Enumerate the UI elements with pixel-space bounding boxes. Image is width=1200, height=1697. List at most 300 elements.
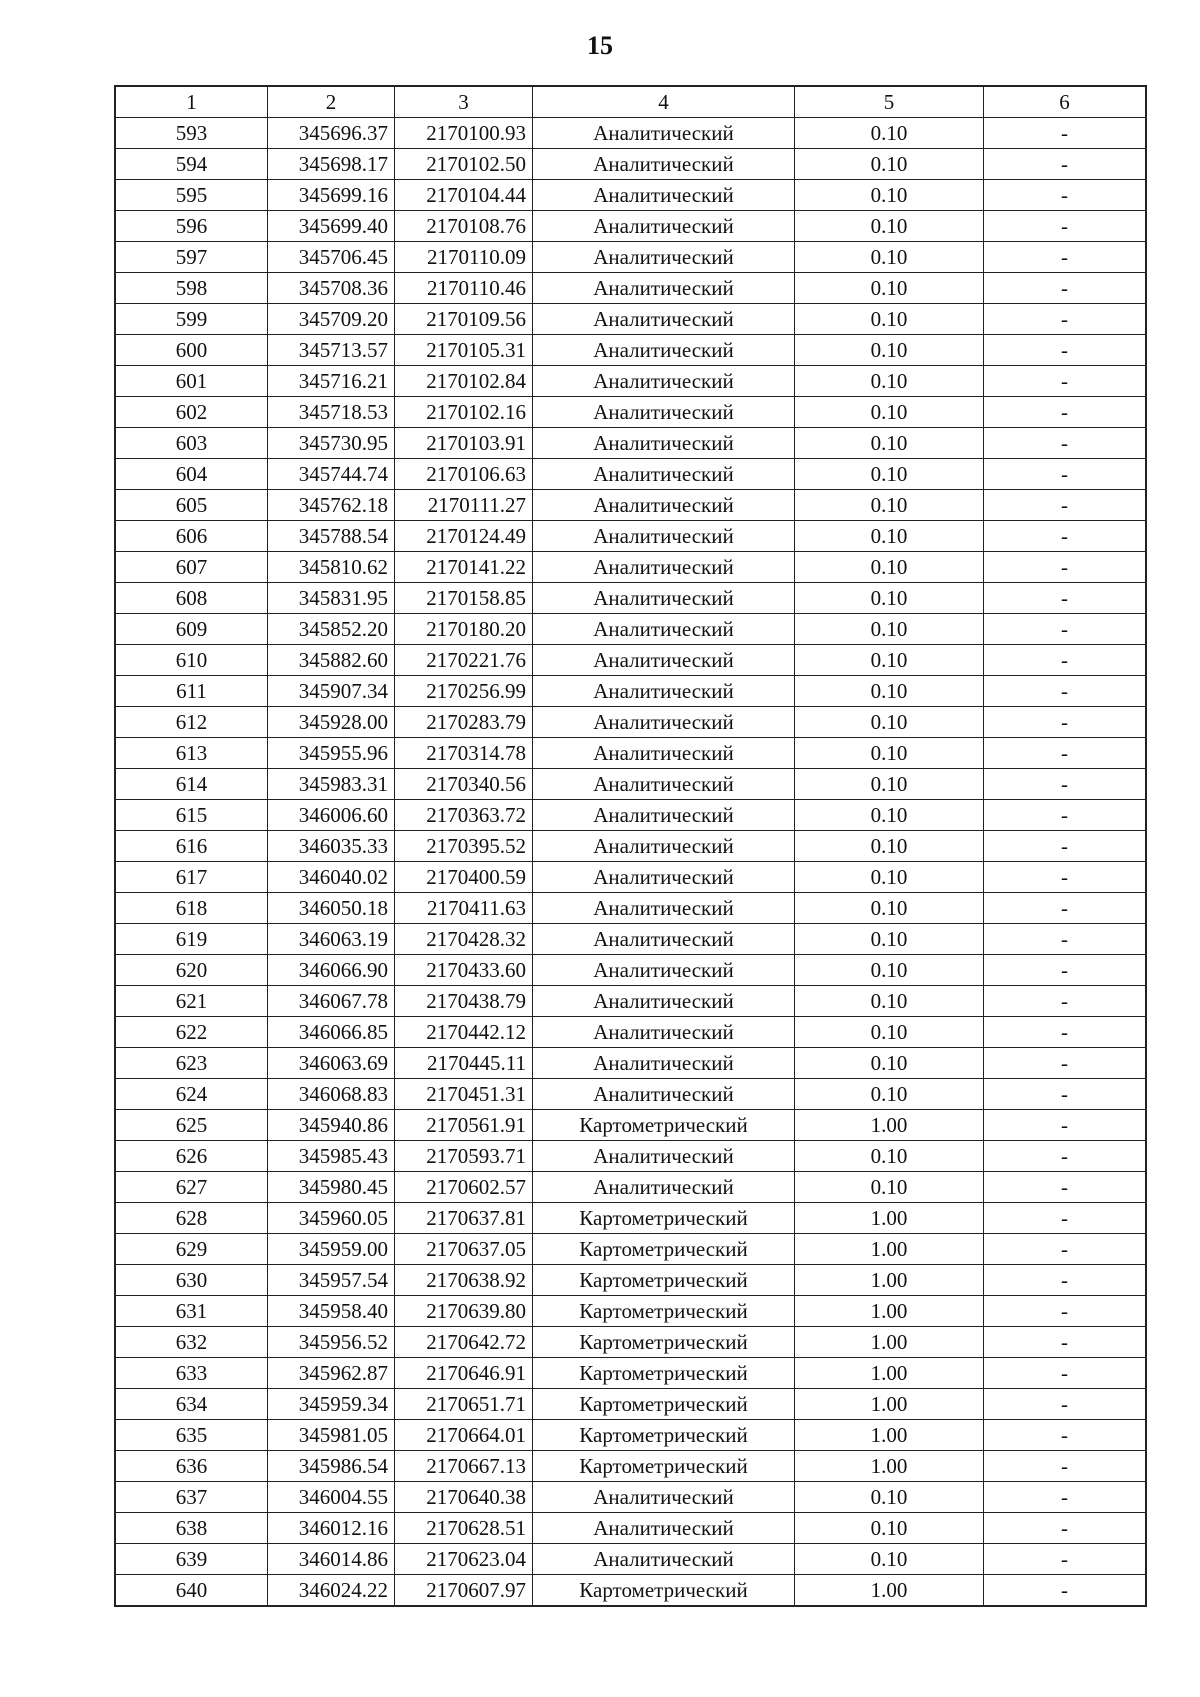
cell-x-coordinate: 345810.62 — [268, 552, 395, 583]
cell-accuracy: 0.10 — [795, 769, 984, 800]
cell-note: - — [984, 552, 1146, 583]
cell-point-number: 637 — [116, 1482, 268, 1513]
cell-note: - — [984, 676, 1146, 707]
cell-note: - — [984, 118, 1146, 149]
cell-method: Аналитический — [533, 1048, 795, 1079]
cell-accuracy: 1.00 — [795, 1327, 984, 1358]
cell-point-number: 636 — [116, 1451, 268, 1482]
cell-point-number: 630 — [116, 1265, 268, 1296]
table-row — [116, 986, 1146, 1017]
cell-point-number: 594 — [116, 149, 268, 180]
cell-point-number: 602 — [116, 397, 268, 428]
cell-accuracy: 0.10 — [795, 118, 984, 149]
cell-point-number: 603 — [116, 428, 268, 459]
cell-y-coordinate: 2170400.59 — [395, 862, 533, 893]
cell-y-coordinate: 2170561.91 — [395, 1110, 533, 1141]
table-row — [116, 676, 1146, 707]
cell-point-number: 599 — [116, 304, 268, 335]
column-header-2: 2 — [268, 87, 395, 118]
cell-point-number: 614 — [116, 769, 268, 800]
cell-point-number: 621 — [116, 986, 268, 1017]
cell-note: - — [984, 862, 1146, 893]
cell-accuracy: 1.00 — [795, 1575, 984, 1606]
cell-point-number: 633 — [116, 1358, 268, 1389]
table-row — [116, 242, 1146, 273]
cell-method: Аналитический — [533, 1172, 795, 1203]
cell-method: Аналитический — [533, 614, 795, 645]
cell-y-coordinate: 2170451.31 — [395, 1079, 533, 1110]
cell-y-coordinate: 2170105.31 — [395, 335, 533, 366]
table-row — [116, 366, 1146, 397]
cell-x-coordinate: 345762.18 — [268, 490, 395, 521]
cell-method: Картометрический — [533, 1296, 795, 1327]
cell-y-coordinate: 2170256.99 — [395, 676, 533, 707]
cell-method: Картометрический — [533, 1389, 795, 1420]
table-row — [116, 862, 1146, 893]
column-header-6: 6 — [984, 87, 1146, 118]
cell-method: Картометрический — [533, 1358, 795, 1389]
cell-note: - — [984, 1265, 1146, 1296]
cell-method: Аналитический — [533, 304, 795, 335]
cell-note: - — [984, 1203, 1146, 1234]
cell-accuracy: 0.10 — [795, 707, 984, 738]
cell-note: - — [984, 800, 1146, 831]
cell-method: Аналитический — [533, 862, 795, 893]
cell-y-coordinate: 2170646.91 — [395, 1358, 533, 1389]
cell-y-coordinate: 2170110.09 — [395, 242, 533, 273]
cell-point-number: 610 — [116, 645, 268, 676]
cell-y-coordinate: 2170593.71 — [395, 1141, 533, 1172]
cell-accuracy: 0.10 — [795, 490, 984, 521]
cell-method: Аналитический — [533, 180, 795, 211]
cell-method: Аналитический — [533, 1141, 795, 1172]
cell-accuracy: 0.10 — [795, 366, 984, 397]
cell-note: - — [984, 273, 1146, 304]
table-row — [116, 614, 1146, 645]
cell-x-coordinate: 345716.21 — [268, 366, 395, 397]
cell-point-number: 597 — [116, 242, 268, 273]
table-row — [116, 583, 1146, 614]
table-row — [116, 211, 1146, 242]
cell-y-coordinate: 2170100.93 — [395, 118, 533, 149]
cell-accuracy: 0.10 — [795, 242, 984, 273]
cell-method: Аналитический — [533, 428, 795, 459]
cell-point-number: 632 — [116, 1327, 268, 1358]
cell-x-coordinate: 346004.55 — [268, 1482, 395, 1513]
table-row — [116, 459, 1146, 490]
cell-point-number: 598 — [116, 273, 268, 304]
cell-accuracy: 0.10 — [795, 583, 984, 614]
table-row — [116, 180, 1146, 211]
cell-y-coordinate: 2170639.80 — [395, 1296, 533, 1327]
cell-note: - — [984, 614, 1146, 645]
cell-method: Аналитический — [533, 552, 795, 583]
cell-y-coordinate: 2170363.72 — [395, 800, 533, 831]
cell-point-number: 623 — [116, 1048, 268, 1079]
cell-note: - — [984, 366, 1146, 397]
cell-x-coordinate: 345907.34 — [268, 676, 395, 707]
cell-point-number: 619 — [116, 924, 268, 955]
cell-point-number: 625 — [116, 1110, 268, 1141]
cell-method: Аналитический — [533, 738, 795, 769]
cell-y-coordinate: 2170102.50 — [395, 149, 533, 180]
cell-point-number: 638 — [116, 1513, 268, 1544]
cell-note: - — [984, 428, 1146, 459]
cell-note: - — [984, 986, 1146, 1017]
cell-x-coordinate: 346063.69 — [268, 1048, 395, 1079]
table-row — [116, 1110, 1146, 1141]
cell-point-number: 595 — [116, 180, 268, 211]
cell-x-coordinate: 345981.05 — [268, 1420, 395, 1451]
cell-accuracy: 0.10 — [795, 1482, 984, 1513]
cell-x-coordinate: 345706.45 — [268, 242, 395, 273]
cell-y-coordinate: 2170438.79 — [395, 986, 533, 1017]
cell-point-number: 634 — [116, 1389, 268, 1420]
cell-y-coordinate: 2170445.11 — [395, 1048, 533, 1079]
cell-method: Аналитический — [533, 242, 795, 273]
cell-point-number: 616 — [116, 831, 268, 862]
table-row — [116, 1544, 1146, 1575]
table-row — [116, 955, 1146, 986]
table-row — [116, 273, 1146, 304]
cell-point-number: 627 — [116, 1172, 268, 1203]
cell-accuracy: 0.10 — [795, 1048, 984, 1079]
cell-x-coordinate: 346066.90 — [268, 955, 395, 986]
cell-point-number: 626 — [116, 1141, 268, 1172]
cell-x-coordinate: 345708.36 — [268, 273, 395, 304]
coordinates-table — [115, 86, 1146, 1606]
cell-method: Аналитический — [533, 459, 795, 490]
cell-y-coordinate: 2170180.20 — [395, 614, 533, 645]
cell-y-coordinate: 2170158.85 — [395, 583, 533, 614]
table-row — [116, 428, 1146, 459]
cell-x-coordinate: 345962.87 — [268, 1358, 395, 1389]
cell-method: Картометрический — [533, 1575, 795, 1606]
cell-note: - — [984, 1141, 1146, 1172]
cell-x-coordinate: 345957.54 — [268, 1265, 395, 1296]
cell-note: - — [984, 738, 1146, 769]
cell-method: Аналитический — [533, 707, 795, 738]
cell-point-number: 605 — [116, 490, 268, 521]
cell-x-coordinate: 346024.22 — [268, 1575, 395, 1606]
cell-x-coordinate: 345709.20 — [268, 304, 395, 335]
cell-x-coordinate: 345985.43 — [268, 1141, 395, 1172]
cell-accuracy: 0.10 — [795, 335, 984, 366]
cell-point-number: 617 — [116, 862, 268, 893]
table-row — [116, 1482, 1146, 1513]
cell-accuracy: 0.10 — [795, 1079, 984, 1110]
cell-accuracy: 0.10 — [795, 862, 984, 893]
cell-y-coordinate: 2170221.76 — [395, 645, 533, 676]
cell-note: - — [984, 397, 1146, 428]
cell-accuracy: 0.10 — [795, 552, 984, 583]
table-row — [116, 769, 1146, 800]
table-row — [116, 521, 1146, 552]
cell-note: - — [984, 1234, 1146, 1265]
cell-accuracy: 1.00 — [795, 1234, 984, 1265]
cell-accuracy: 0.10 — [795, 831, 984, 862]
cell-accuracy: 0.10 — [795, 1141, 984, 1172]
cell-y-coordinate: 2170283.79 — [395, 707, 533, 738]
cell-point-number: 622 — [116, 1017, 268, 1048]
table-row — [116, 924, 1146, 955]
cell-method: Аналитический — [533, 1513, 795, 1544]
cell-accuracy: 0.10 — [795, 459, 984, 490]
cell-point-number: 609 — [116, 614, 268, 645]
cell-y-coordinate: 2170433.60 — [395, 955, 533, 986]
cell-y-coordinate: 2170314.78 — [395, 738, 533, 769]
cell-y-coordinate: 2170111.27 — [395, 490, 533, 521]
cell-x-coordinate: 346035.33 — [268, 831, 395, 862]
cell-y-coordinate: 2170103.91 — [395, 428, 533, 459]
cell-method: Аналитический — [533, 893, 795, 924]
cell-accuracy: 0.10 — [795, 924, 984, 955]
cell-note: - — [984, 924, 1146, 955]
cell-note: - — [984, 459, 1146, 490]
table-row — [116, 1420, 1146, 1451]
cell-method: Аналитический — [533, 335, 795, 366]
cell-accuracy: 0.10 — [795, 645, 984, 676]
table-row — [116, 893, 1146, 924]
table-row — [116, 1048, 1146, 1079]
column-header-5: 5 — [795, 87, 984, 118]
cell-x-coordinate: 346050.18 — [268, 893, 395, 924]
cell-method: Аналитический — [533, 273, 795, 304]
cell-note: - — [984, 1420, 1146, 1451]
column-header-4: 4 — [533, 87, 795, 118]
cell-note: - — [984, 1110, 1146, 1141]
cell-note: - — [984, 1017, 1146, 1048]
table-row — [116, 831, 1146, 862]
cell-note: - — [984, 1296, 1146, 1327]
cell-method: Аналитический — [533, 1482, 795, 1513]
table-row — [116, 1358, 1146, 1389]
cell-note: - — [984, 583, 1146, 614]
cell-method: Аналитический — [533, 149, 795, 180]
cell-x-coordinate: 345852.20 — [268, 614, 395, 645]
cell-point-number: 618 — [116, 893, 268, 924]
table-row — [116, 1575, 1146, 1606]
cell-method: Аналитический — [533, 769, 795, 800]
table-row — [116, 304, 1146, 335]
cell-x-coordinate: 345940.86 — [268, 1110, 395, 1141]
table-row — [116, 1017, 1146, 1048]
cell-accuracy: 1.00 — [795, 1203, 984, 1234]
cell-x-coordinate: 346006.60 — [268, 800, 395, 831]
cell-accuracy: 0.10 — [795, 428, 984, 459]
cell-point-number: 639 — [116, 1544, 268, 1575]
cell-x-coordinate: 345983.31 — [268, 769, 395, 800]
cell-method: Аналитический — [533, 800, 795, 831]
cell-method: Аналитический — [533, 1017, 795, 1048]
cell-method: Картометрический — [533, 1110, 795, 1141]
cell-x-coordinate: 345730.95 — [268, 428, 395, 459]
cell-x-coordinate: 346012.16 — [268, 1513, 395, 1544]
cell-x-coordinate: 345788.54 — [268, 521, 395, 552]
table-row — [116, 1079, 1146, 1110]
table-row — [116, 1513, 1146, 1544]
cell-x-coordinate: 346014.86 — [268, 1544, 395, 1575]
cell-point-number: 613 — [116, 738, 268, 769]
cell-y-coordinate: 2170664.01 — [395, 1420, 533, 1451]
cell-accuracy: 0.10 — [795, 521, 984, 552]
table-row — [116, 552, 1146, 583]
table-row — [116, 335, 1146, 366]
cell-method: Картометрический — [533, 1451, 795, 1482]
cell-y-coordinate: 2170442.12 — [395, 1017, 533, 1048]
table-row — [116, 1389, 1146, 1420]
cell-y-coordinate: 2170637.05 — [395, 1234, 533, 1265]
table-header — [116, 87, 1146, 118]
table-row — [116, 1265, 1146, 1296]
cell-x-coordinate: 345698.17 — [268, 149, 395, 180]
cell-accuracy: 0.10 — [795, 1544, 984, 1575]
cell-y-coordinate: 2170340.56 — [395, 769, 533, 800]
cell-note: - — [984, 831, 1146, 862]
cell-note: - — [984, 1327, 1146, 1358]
cell-x-coordinate: 345831.95 — [268, 583, 395, 614]
cell-y-coordinate: 2170428.32 — [395, 924, 533, 955]
cell-accuracy: 1.00 — [795, 1420, 984, 1451]
cell-x-coordinate: 346067.78 — [268, 986, 395, 1017]
cell-method: Аналитический — [533, 645, 795, 676]
cell-y-coordinate: 2170104.44 — [395, 180, 533, 211]
cell-point-number: 611 — [116, 676, 268, 707]
cell-point-number: 640 — [116, 1575, 268, 1606]
table-row — [116, 800, 1146, 831]
table-row — [116, 1451, 1146, 1482]
cell-method: Аналитический — [533, 490, 795, 521]
cell-method: Аналитический — [533, 583, 795, 614]
column-header-3: 3 — [395, 87, 533, 118]
cell-method: Аналитический — [533, 676, 795, 707]
cell-note: - — [984, 149, 1146, 180]
cell-x-coordinate: 345699.40 — [268, 211, 395, 242]
cell-method: Картометрический — [533, 1420, 795, 1451]
cell-method: Аналитический — [533, 521, 795, 552]
table-row — [116, 707, 1146, 738]
cell-note: - — [984, 645, 1146, 676]
cell-accuracy: 0.10 — [795, 986, 984, 1017]
cell-method: Аналитический — [533, 1079, 795, 1110]
cell-x-coordinate: 345986.54 — [268, 1451, 395, 1482]
table-row — [116, 1141, 1146, 1172]
cell-y-coordinate: 2170109.56 — [395, 304, 533, 335]
cell-note: - — [984, 707, 1146, 738]
cell-point-number: 596 — [116, 211, 268, 242]
table-row — [116, 1327, 1146, 1358]
cell-x-coordinate: 345956.52 — [268, 1327, 395, 1358]
cell-note: - — [984, 1172, 1146, 1203]
table-row — [116, 118, 1146, 149]
cell-accuracy: 0.10 — [795, 1017, 984, 1048]
cell-x-coordinate: 346040.02 — [268, 862, 395, 893]
cell-y-coordinate: 2170602.57 — [395, 1172, 533, 1203]
cell-method: Аналитический — [533, 986, 795, 1017]
cell-accuracy: 0.10 — [795, 955, 984, 986]
cell-x-coordinate: 345718.53 — [268, 397, 395, 428]
cell-y-coordinate: 2170141.22 — [395, 552, 533, 583]
cell-accuracy: 1.00 — [795, 1451, 984, 1482]
cell-y-coordinate: 2170607.97 — [395, 1575, 533, 1606]
cell-method: Картометрический — [533, 1265, 795, 1296]
cell-note: - — [984, 180, 1146, 211]
cell-note: - — [984, 521, 1146, 552]
cell-point-number: 593 — [116, 118, 268, 149]
cell-y-coordinate: 2170667.13 — [395, 1451, 533, 1482]
cell-accuracy: 0.10 — [795, 304, 984, 335]
cell-note: - — [984, 1048, 1146, 1079]
cell-point-number: 606 — [116, 521, 268, 552]
cell-y-coordinate: 2170640.38 — [395, 1482, 533, 1513]
cell-accuracy: 1.00 — [795, 1389, 984, 1420]
cell-accuracy: 0.10 — [795, 273, 984, 304]
cell-accuracy: 0.10 — [795, 614, 984, 645]
cell-point-number: 612 — [116, 707, 268, 738]
cell-method: Аналитический — [533, 366, 795, 397]
cell-x-coordinate: 345744.74 — [268, 459, 395, 490]
cell-y-coordinate: 2170395.52 — [395, 831, 533, 862]
cell-x-coordinate: 345959.34 — [268, 1389, 395, 1420]
cell-accuracy: 0.10 — [795, 893, 984, 924]
cell-point-number: 631 — [116, 1296, 268, 1327]
cell-y-coordinate: 2170102.84 — [395, 366, 533, 397]
table-row — [116, 490, 1146, 521]
cell-y-coordinate: 2170637.81 — [395, 1203, 533, 1234]
table-row — [116, 149, 1146, 180]
cell-accuracy: 1.00 — [795, 1358, 984, 1389]
cell-point-number: 600 — [116, 335, 268, 366]
cell-note: - — [984, 1575, 1146, 1606]
cell-method: Аналитический — [533, 1544, 795, 1575]
cell-y-coordinate: 2170623.04 — [395, 1544, 533, 1575]
cell-x-coordinate: 345980.45 — [268, 1172, 395, 1203]
cell-point-number: 607 — [116, 552, 268, 583]
cell-x-coordinate: 346063.19 — [268, 924, 395, 955]
cell-accuracy: 1.00 — [795, 1296, 984, 1327]
cell-x-coordinate: 345696.37 — [268, 118, 395, 149]
cell-note: - — [984, 304, 1146, 335]
cell-x-coordinate: 345955.96 — [268, 738, 395, 769]
cell-x-coordinate: 345928.00 — [268, 707, 395, 738]
cell-y-coordinate: 2170638.92 — [395, 1265, 533, 1296]
cell-point-number: 608 — [116, 583, 268, 614]
cell-method: Картометрический — [533, 1203, 795, 1234]
cell-accuracy: 0.10 — [795, 800, 984, 831]
cell-y-coordinate: 2170102.16 — [395, 397, 533, 428]
table-row — [116, 1234, 1146, 1265]
cell-note: - — [984, 893, 1146, 924]
cell-y-coordinate: 2170651.71 — [395, 1389, 533, 1420]
cell-x-coordinate: 345960.05 — [268, 1203, 395, 1234]
cell-x-coordinate: 345713.57 — [268, 335, 395, 366]
table-body — [116, 118, 1146, 1606]
cell-accuracy: 0.10 — [795, 1172, 984, 1203]
cell-note: - — [984, 490, 1146, 521]
cell-accuracy: 1.00 — [795, 1110, 984, 1141]
cell-note: - — [984, 1513, 1146, 1544]
cell-y-coordinate: 2170108.76 — [395, 211, 533, 242]
cell-point-number: 620 — [116, 955, 268, 986]
cell-y-coordinate: 2170110.46 — [395, 273, 533, 304]
cell-method: Аналитический — [533, 397, 795, 428]
cell-note: - — [984, 211, 1146, 242]
column-header-1: 1 — [116, 87, 268, 118]
cell-method: Аналитический — [533, 924, 795, 955]
cell-x-coordinate: 345699.16 — [268, 180, 395, 211]
cell-y-coordinate: 2170106.63 — [395, 459, 533, 490]
table-row — [116, 397, 1146, 428]
